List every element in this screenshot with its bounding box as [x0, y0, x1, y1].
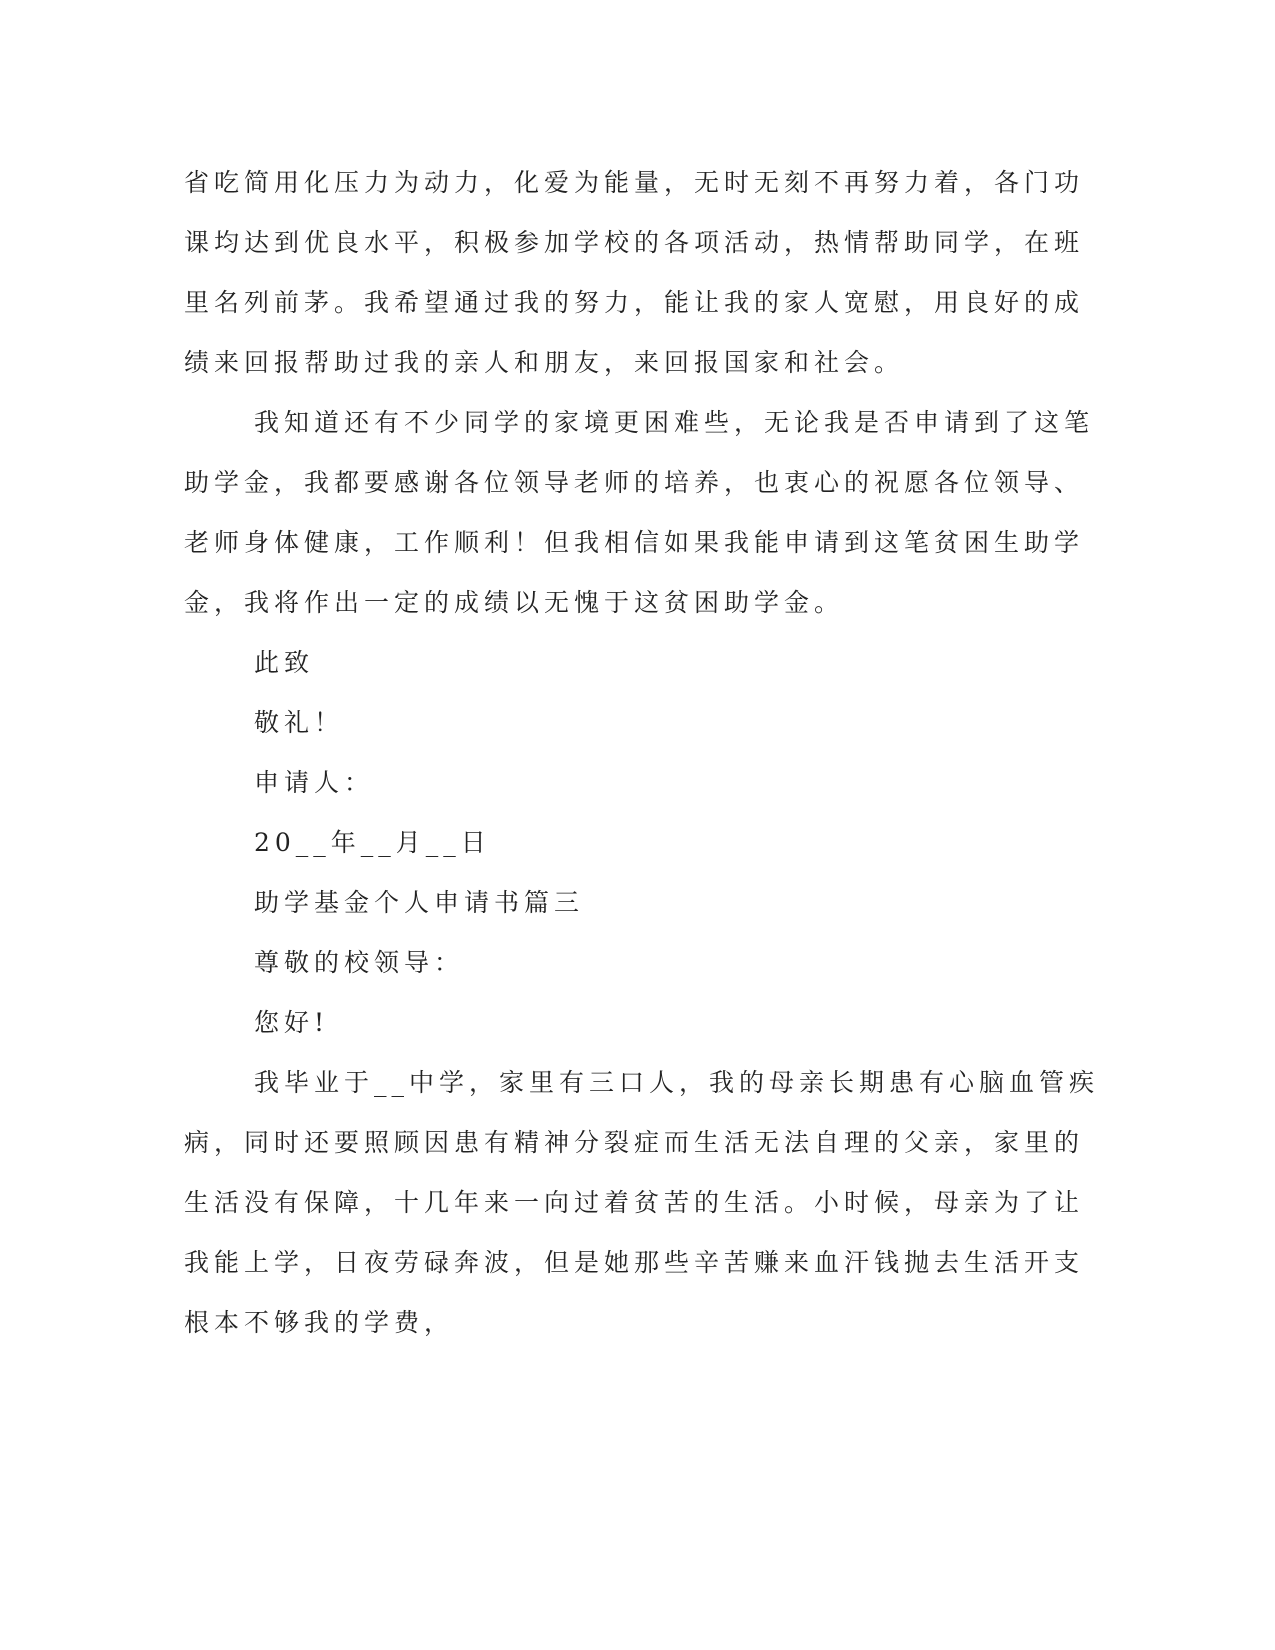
applicant-label: 申请人：: [254, 768, 375, 797]
paragraph-line: 省吃简用化压力为动力，化爱为能量，无时无刻不再努力着，各门功: [184, 168, 1085, 197]
paragraph-line: 金，我将作出一定的成绩以无愧于这贫困助学金。: [184, 588, 845, 617]
paragraph-line: 我能上学，日夜劳碌奔波，但是她那些辛苦赚来血汗钱抛去生活开支: [184, 1248, 1085, 1277]
paragraph-line: 助学金，我都要感谢各位领导老师的培养，也衷心的祝愿各位领导、: [184, 468, 1085, 497]
document-body: [184, 153, 1100, 1353]
paragraph-line: 绩来回报帮助过我的亲人和朋友，来回报国家和社会。: [184, 348, 905, 377]
paragraph-line: 生活没有保障，十几年来一向过着贫苦的生活。小时候，母亲为了让: [184, 1188, 1085, 1217]
paragraph-line: 我毕业于__中学，家里有三口人，我的母亲长期患有心脑血管疾: [254, 1068, 1100, 1097]
paragraph-line: 老师身体健康，工作顺利！但我相信如果我能申请到这笔贫困生助学: [184, 528, 1085, 557]
paragraph-line: 病，同时还要照顾因患有精神分裂症而生活无法自理的父亲，家里的: [184, 1128, 1085, 1157]
closing-salutation: 此致: [254, 648, 315, 677]
section-title: 助学基金个人申请书篇三: [254, 888, 585, 917]
paragraph-line: 我知道还有不少同学的家境更困难些，无论我是否申请到了这笔: [254, 408, 1095, 437]
greeting-hello: 您好!: [254, 1008, 330, 1037]
date-line: 20__年__月__日: [254, 828, 491, 857]
paragraph-line: 根本不够我的学费，: [184, 1308, 455, 1337]
paragraph-line: 课均达到优良水平，积极参加学校的各项活动，热情帮助同学，在班: [184, 228, 1085, 257]
closing-regards: 敬礼！: [254, 708, 345, 737]
greeting-recipient: 尊敬的校领导：: [254, 948, 465, 977]
paragraph-line: 里名列前茅。我希望通过我的努力，能让我的家人宽慰，用良好的成: [184, 288, 1085, 317]
